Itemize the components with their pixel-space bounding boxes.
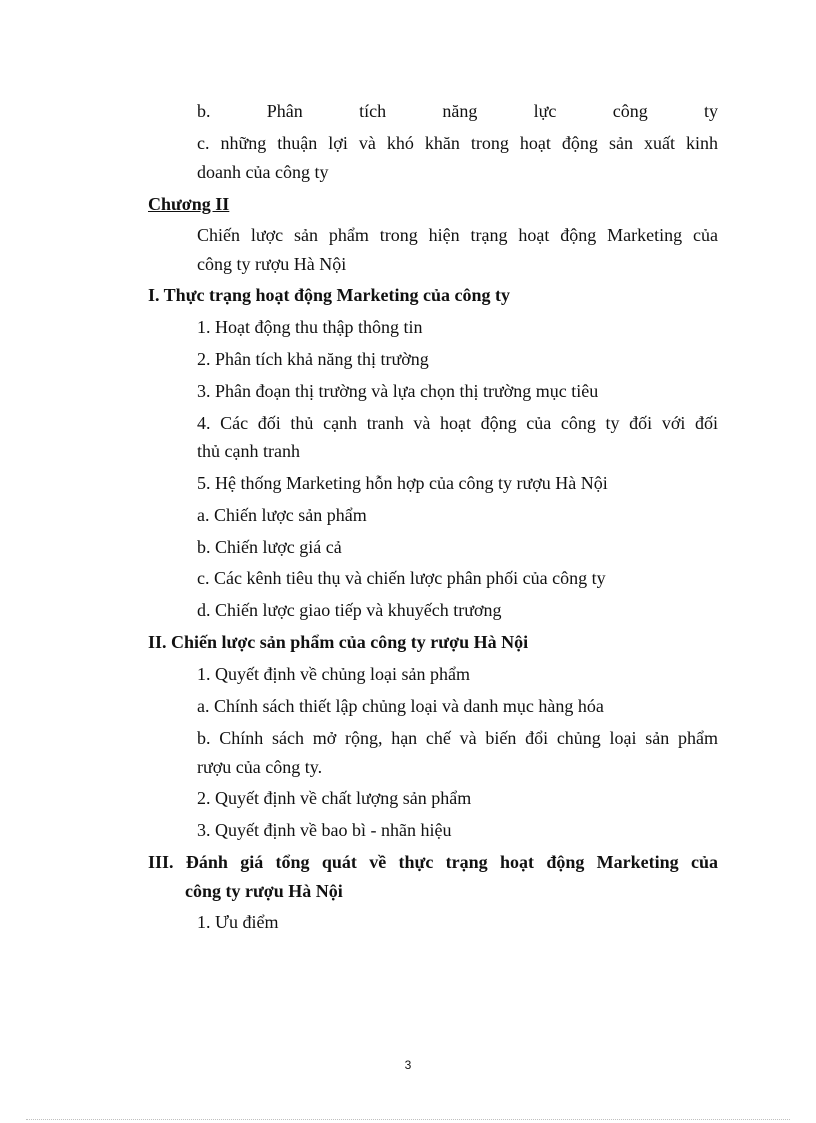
toc-item: 3. Phân đoạn thị trường và lựa chọn thị trường mục tiêu <box>197 381 599 401</box>
toc-subitem: b. Chiến lược giá cả <box>197 537 342 557</box>
toc-item: 1. Ưu điểm <box>197 912 279 932</box>
page-bottom-divider <box>26 1119 790 1120</box>
chapter-heading: Chương II <box>148 194 230 214</box>
page-number: 3 <box>404 1058 412 1072</box>
toc-item: 1. Hoạt động thu thập thông tin <box>197 317 423 337</box>
chapter-title-line-2: công ty rượu Hà Nội <box>197 254 347 274</box>
toc-subitem: d. Chiến lược giao tiếp và khuyếch trương <box>197 600 502 620</box>
toc-line-1b: b. Phân tích năng lực công ty <box>197 101 718 121</box>
toc-subitem: b. Chính sách mở rộng, hạn chế và biến đổi chủng loại sản phẩm <box>197 728 718 748</box>
toc-item: 3. Quyết định về bao bì - nhãn hiệu <box>197 820 452 840</box>
section-heading-2: II. Chiến lược sản phẩm của công ty rượu Hà Nội <box>148 632 529 652</box>
toc-item: 1. Quyết định về chủng loại sản phẩm <box>197 664 470 684</box>
section-heading-1: I. Thực trạng hoạt động Marketing của công ty <box>148 285 510 305</box>
toc-line-1c: c. những thuận lợi và khó khăn trong hoạt động sản xuất kinh <box>197 133 718 153</box>
toc-subitem-cont: rượu của công ty. <box>197 757 323 777</box>
toc-subitem: a. Chính sách thiết lập chủng loại và danh mục hàng hóa <box>197 696 604 716</box>
chapter-title-line-1: Chiến lược sản phẩm trong hiện trạng hoạt động Marketing của <box>197 225 718 245</box>
toc-item: 2. Phân tích khả năng thị trường <box>197 349 429 369</box>
section-heading-3-cont: công ty rượu Hà Nội <box>185 881 343 901</box>
toc-item: 5. Hệ thống Marketing hỗn hợp của công ty rượu Hà Nội <box>197 473 608 493</box>
toc-subitem: a. Chiến lược sản phẩm <box>197 505 367 525</box>
section-heading-3: III. Đánh giá tổng quát về thực trạng hoạt động Marketing của <box>148 852 718 872</box>
toc-item: 4. Các đối thủ cạnh tranh và hoạt động của công ty đối với đối <box>197 413 718 433</box>
toc-subitem: c. Các kênh tiêu thụ và chiến lược phân phối của công ty <box>197 568 606 588</box>
toc-item: 2. Quyết định về chất lượng sản phẩm <box>197 788 472 808</box>
toc-line-1c-cont: doanh của công ty <box>197 162 329 182</box>
toc-item-cont: thủ cạnh tranh <box>197 441 300 461</box>
